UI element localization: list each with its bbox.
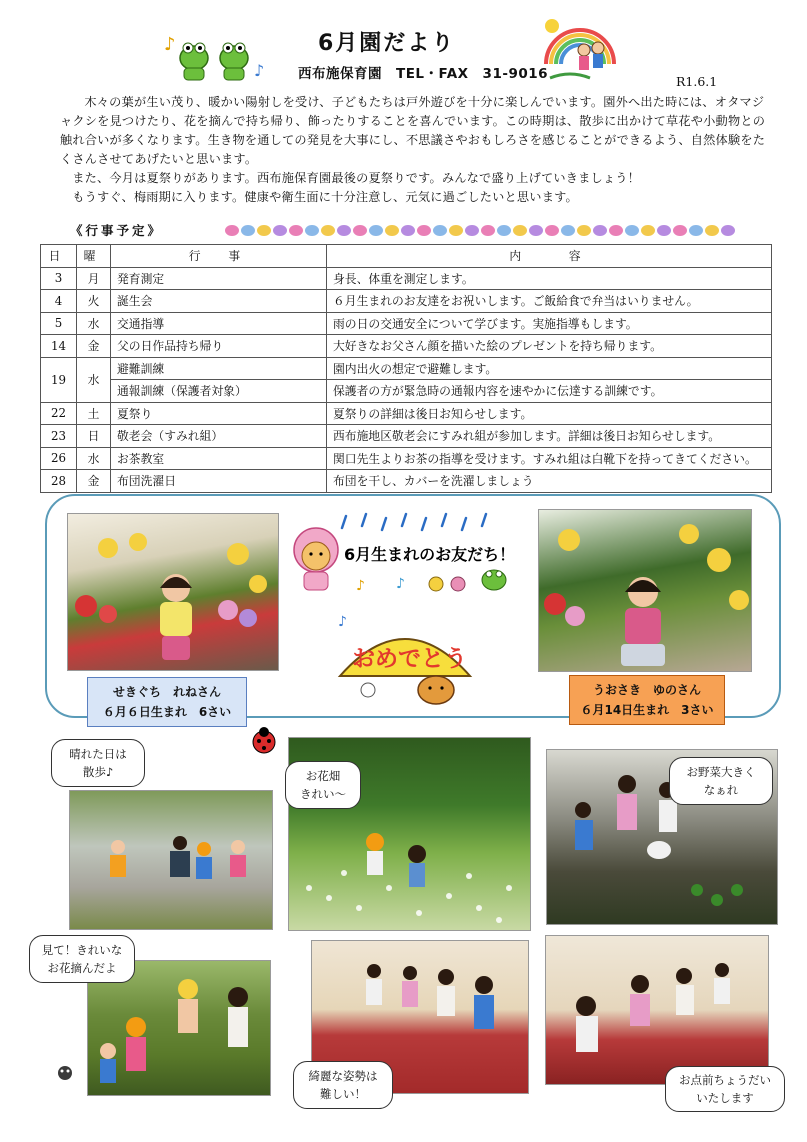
nursery-contact: 西布施保育園 TEL・FAX 31-9016 (298, 66, 549, 82)
tea-ceremony-photo-icon (546, 936, 769, 1085)
schedule-heading: 《行事予定》 (70, 223, 164, 238)
row-content: 身長、体重を測定します。 (327, 267, 772, 290)
bubble-walk (51, 739, 145, 787)
row-weekday: 金 (77, 470, 111, 493)
row-content: 夏祭りの詳細は後日お知らせします。 (327, 402, 772, 425)
intro-paragraph-2: また、今月は夏祭りがあります。西布施保育園最後の夏祭りです。みんなで盛り上げていきましょう！ (72, 171, 641, 185)
bubble-tea-ceremony-line-1: お点前ちょうだい (679, 1073, 771, 1087)
intro-paragraph-3: もうすぐ、梅雨期に入ります。健康や衛生面に十分注意し、元気に過ごしたいと思います。 (72, 190, 578, 204)
header-content: 内 容 (327, 245, 772, 268)
row-content: 西布施地区敬老会にすみれ組が参加します。詳細は後日お知らせします。 (327, 425, 772, 448)
bug-icon (54, 1062, 76, 1082)
table-row (41, 447, 772, 470)
bubble-walk-line-2: 散歩♪ (82, 765, 114, 779)
row-day: 4 (41, 290, 77, 313)
header-day: 日 (41, 245, 77, 268)
bubble-flower-field (285, 761, 361, 809)
row-content: 園内出火の想定で避難します。 (327, 357, 772, 380)
row-day: 23 (41, 425, 77, 448)
row-content: 大好きなお父さん顔を描いた絵のプレゼントを持ち帰ります。 (327, 335, 772, 358)
row-content: 布団を干し、カバーを洗濯しましょう (327, 470, 772, 493)
congrats-umbrella-icon (330, 608, 480, 708)
table-row (41, 335, 772, 358)
bubble-flower-field-line-2: きれい〜 (300, 787, 346, 801)
photo-walk (69, 790, 273, 930)
row-weekday: 水 (77, 357, 111, 402)
row-content: ６月生まれのお友達をお祝いします。ご飯給食で弁当はいりません。 (327, 290, 772, 313)
row-event: 交通指導 (111, 312, 327, 335)
row-event: 夏祭り (111, 402, 327, 425)
row-event: お茶教室 (111, 447, 327, 470)
row-weekday: 日 (77, 425, 111, 448)
row-weekday: 土 (77, 402, 111, 425)
row-event: 誕生会 (111, 290, 327, 313)
row-weekday: 金 (77, 335, 111, 358)
row-day: 3 (41, 267, 77, 290)
row-weekday: 月 (77, 267, 111, 290)
intro-text (60, 93, 772, 207)
child-1-name: せきぐち れねさん (112, 685, 221, 699)
frog-mascots-icon (162, 30, 272, 82)
row-content: 保護者の方が緊急時の通報内容を速やかに伝達する訓練です。 (327, 380, 772, 403)
child-1-birthdate: ６月６日生まれ 6さい (102, 705, 232, 719)
header-weekday: 曜 (77, 245, 111, 268)
row-event: 避難訓練 (111, 357, 327, 380)
bubble-posture-line-1: 綺麗な姿勢は (308, 1069, 378, 1083)
row-day: 5 (41, 312, 77, 335)
child-2-photo-icon (539, 510, 752, 672)
bubble-tea-ceremony (665, 1066, 785, 1112)
bubble-posture (293, 1061, 393, 1109)
row-weekday: 火 (77, 290, 111, 313)
row-event: 敬老会（すみれ組） (111, 425, 327, 448)
svg-text:♪: ♪ (356, 578, 365, 594)
row-day: 22 (41, 402, 77, 425)
bubble-vegetables-line-1: お野菜大きく (686, 765, 756, 779)
ladybug-icon (246, 726, 282, 756)
row-day: 26 (41, 447, 77, 470)
svg-text:♪: ♪ (338, 614, 347, 630)
intro-paragraph-1: 木々の葉が生い茂り、暖かい陽射しを受け、子どもたちは戸外遊びを十分に楽しんでいます。園外へ出た時には、オタマジャクシを見つけたり、花を摘んで持ち帰り、飾ったりすることを喜んでいます。この時期は、散歩に出かけて草花や小動物との触れ合いが多くなります。生き物を通しての発見を大事にし、不思議さやおもしろさを感じることができるよう、自然体験をたくさんさせてあげたいと思います。 (60, 95, 766, 166)
rainbow-children-icon (540, 14, 620, 82)
row-event: 父の日作品持ち帰り (111, 335, 327, 358)
child-1-caption (87, 677, 247, 727)
row-weekday: 水 (77, 447, 111, 470)
photo-child-2 (538, 509, 752, 672)
birthday-banner-text: 6月生まれのお友だち！ (344, 545, 516, 564)
bubble-walk-line-1: 晴れた日は (69, 747, 127, 761)
page-title: 6月園だより (318, 31, 456, 56)
row-content: 雨の日の交通安全について学びます。実施指導もします。 (327, 312, 772, 335)
child-2-birthdate: ６月14日生まれ 3さい (580, 703, 714, 717)
issue-date: R1.6.1 (676, 74, 718, 89)
svg-text:♪: ♪ (254, 61, 265, 80)
birthday-banner-icon (286, 510, 526, 608)
row-content: 関口先生よりお茶の指導を受けます。すみれ組は白靴下を持ってきてください。 (327, 447, 772, 470)
bubble-picked-flowers-line-2: お花摘んだよ (47, 961, 117, 975)
congrats-text: おめでとう (352, 646, 467, 672)
row-event: 布団洗濯日 (111, 470, 327, 493)
row-event: 発育測定 (111, 267, 327, 290)
child-1-photo-icon (68, 514, 279, 671)
photo-child-1 (67, 513, 279, 671)
bubble-flower-field-line-1: お花畑 (305, 769, 341, 783)
bubble-vegetables-line-2: なぁれ (703, 783, 739, 797)
bubble-picked-flowers (29, 935, 135, 983)
row-day: 19 (41, 357, 77, 402)
row-day: 28 (41, 470, 77, 493)
table-row (41, 425, 772, 448)
table-row (41, 312, 772, 335)
child-2-name: うおさき ゆのさん (592, 683, 701, 697)
header-event: 行 事 (111, 245, 327, 268)
table-header-row (41, 245, 772, 268)
table-row (41, 357, 772, 380)
row-weekday: 水 (77, 312, 111, 335)
table-row (41, 402, 772, 425)
bubble-posture-line-2: 難しい！ (320, 1087, 366, 1101)
bubble-tea-ceremony-line-2: いたします (696, 1091, 754, 1105)
table-row (41, 290, 772, 313)
row-event: 通報訓練（保護者対象） (111, 380, 327, 403)
table-row (41, 380, 772, 403)
table-row (41, 267, 772, 290)
schedule-table (40, 244, 772, 493)
photo-tea-ceremony (545, 935, 769, 1085)
flower-border-decoration (225, 225, 735, 236)
walk-photo-icon (70, 791, 273, 930)
bubble-vegetables (669, 757, 773, 805)
child-2-caption (569, 675, 725, 725)
svg-text:♪: ♪ (396, 576, 405, 592)
row-day: 14 (41, 335, 77, 358)
svg-text:♪: ♪ (164, 34, 176, 55)
bubble-picked-flowers-line-1: 見て！きれいな (41, 943, 123, 957)
table-row (41, 470, 772, 493)
